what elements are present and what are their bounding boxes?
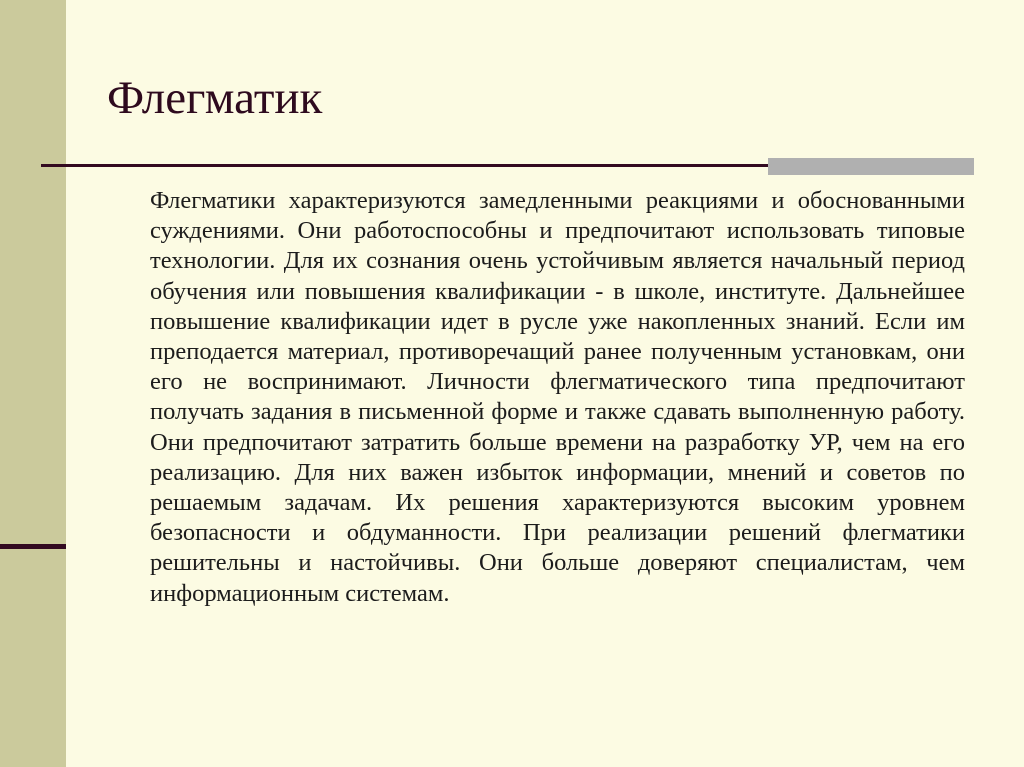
left-band-accent-line bbox=[0, 544, 66, 549]
left-decorative-band bbox=[0, 0, 66, 767]
slide-title: Флегматик bbox=[107, 72, 323, 124]
slide-body-text: Флегматики характеризуются замедленными реакциями и обоснованными суждениями. Они работоспособны и предпочитают использовать типовые технологии. Для их сознания очень устойчивым является начальный период обучения или повышения квалификации - в школе, институте. Дальнейшее повышение квалификации идет в русле уже накопленных знаний. Если им преподается материал, противоречащий ранее полученным установкам, они его не воспринимают. Личности флегматического типа предпочитают получать задания в письменной форме и также сдавать выполненную работу. Они предпочитают затратить больше времени на разработку УР, чем на его реализацию. Для них важен избыток информации, мнений и советов по решаемым задачам. Их решения характеризуются высоким уровнем безопасности и обдуманности. При реализации решений флегматики решительны и настойчивы. Они больше доверяют специалистам, чем информационным системам. bbox=[150, 187, 965, 607]
title-divider-accent-bar bbox=[768, 158, 974, 175]
